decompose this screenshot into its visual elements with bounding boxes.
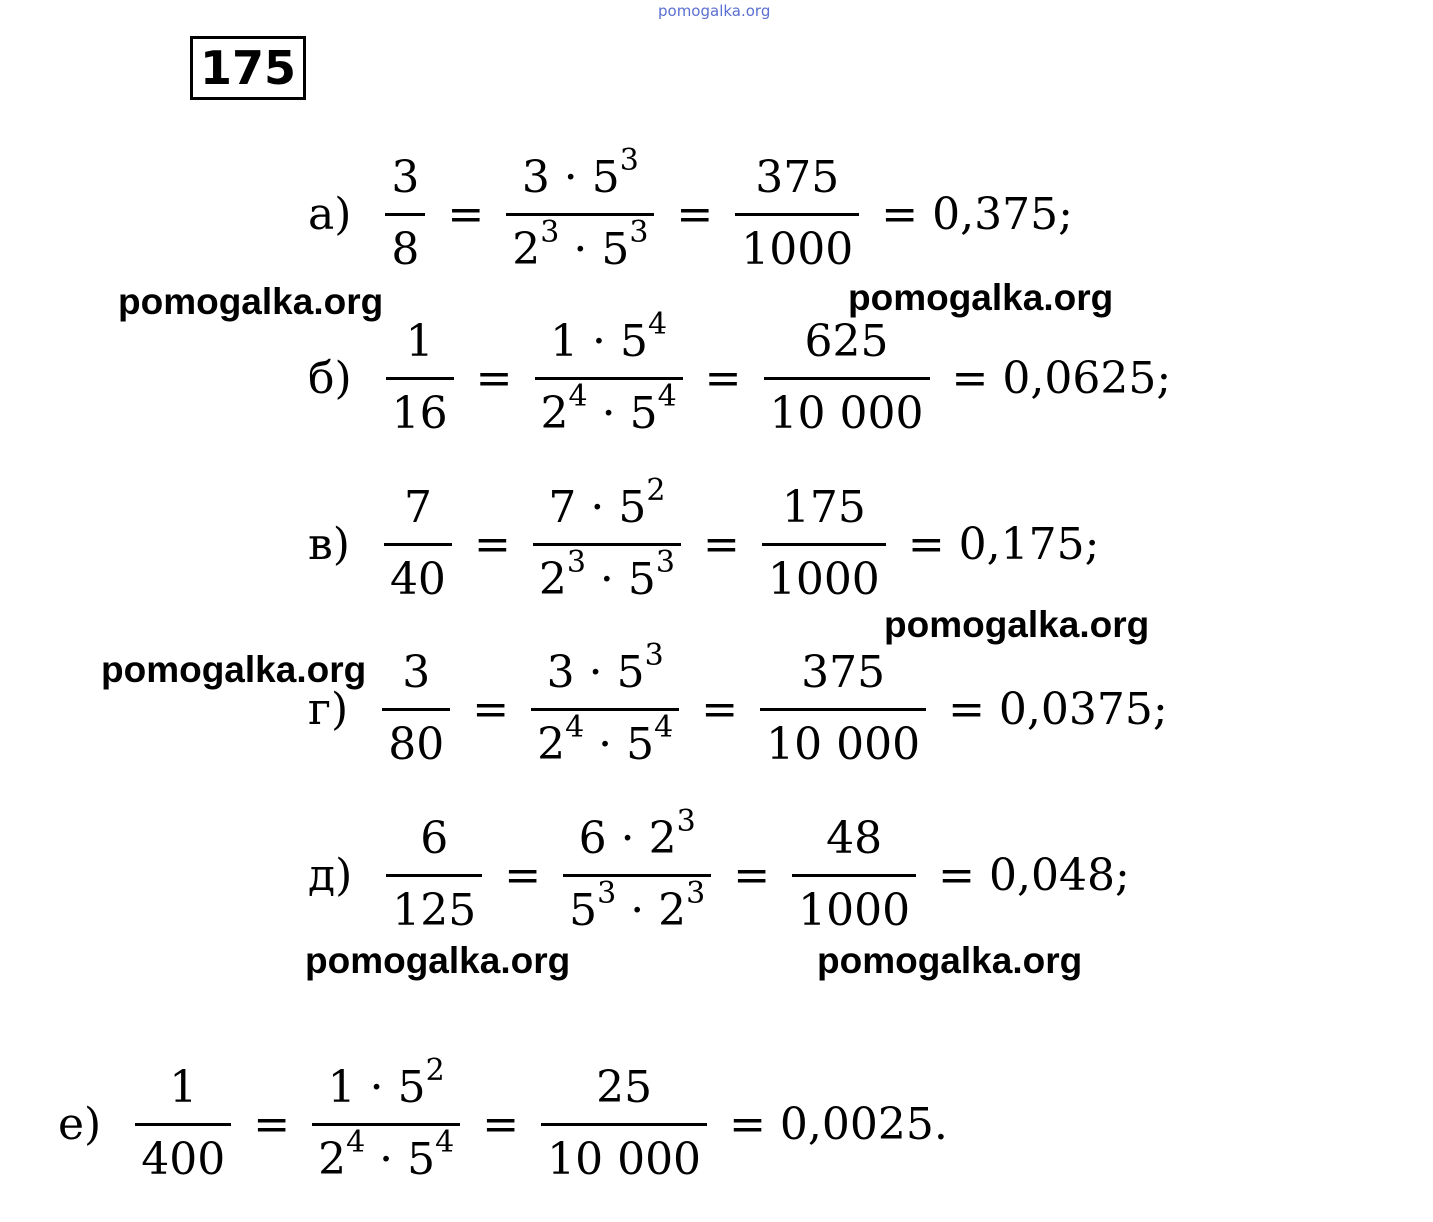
numerator: 3 (391, 152, 420, 203)
denominator: 1000 (798, 884, 911, 936)
item-label: д) (308, 849, 353, 901)
fraction (135, 1062, 231, 1187)
denominator: 1000 (741, 223, 854, 275)
fraction (535, 307, 683, 441)
denominator: 80 (388, 718, 445, 770)
denominator: $2^4 \cdot 5^4$ (318, 1124, 455, 1185)
denominator: 16 (391, 387, 448, 439)
fraction (385, 152, 425, 277)
numerator: 375 (801, 647, 886, 698)
numerator: 1 (169, 1062, 198, 1113)
denominator: $2^4 \cdot 5^4$ (540, 378, 677, 439)
numerator: $3 \cdot 5^3$ (546, 638, 664, 698)
watermark: pomogalka.org (305, 940, 571, 981)
denominator: $5^3 \cdot 2^3$ (569, 875, 706, 936)
problem-number: 175 (190, 36, 306, 100)
result: = 0,175; (907, 518, 1100, 570)
item-label: е) (58, 1098, 102, 1150)
item-label: г) (308, 683, 349, 735)
denominator: 40 (389, 553, 446, 605)
fraction (764, 316, 930, 441)
numerator: 6 (420, 813, 449, 864)
result: = 0,0025. (729, 1098, 948, 1150)
result: = 0,0375; (948, 683, 1168, 735)
numerator: $3 \cdot 5^3$ (521, 143, 639, 203)
numerator: 25 (596, 1062, 653, 1113)
fraction (531, 638, 679, 772)
denominator: 1000 (767, 553, 880, 605)
numerator: 7 (403, 482, 432, 533)
fraction (386, 813, 482, 938)
item-label: б) (308, 352, 352, 404)
fraction (792, 813, 916, 938)
equation-row: в) $\frac{7}{40}$ = $\frac{7 \cdot 5^2}{2^3 \cdot 5^3}$ = $\frac{175}{1000}$ = 0,175; (308, 473, 1100, 605)
equation-row: б) $\frac{1}{16}$ = $\frac{1 \cdot 5^4}{2^4 \cdot 5^4}$ = $\frac{625}{10 000}$ = 0,0625; (308, 307, 1172, 439)
denominator: 10 000 (766, 718, 921, 770)
fraction (312, 1053, 460, 1187)
denominator: $2^3 \cdot 5^3$ (538, 544, 675, 605)
numerator: 375 (755, 152, 840, 203)
numerator: $1 \cdot 5^4$ (550, 307, 668, 367)
top-watermark: pomogalka.org (658, 2, 771, 20)
denominator: 8 (391, 223, 420, 275)
watermark: pomogalka.org (817, 940, 1083, 981)
equation-row: г) $\frac{3}{80}$ = $\frac{3 \cdot 5^3}{2^4 \cdot 5^4}$ = $\frac{375}{10 000}$ = 0,0375; (308, 638, 1168, 770)
fraction (762, 482, 886, 607)
equation-row: д) $\frac{6}{125}$ = $\frac{6 \cdot 2^3}{5^3 \cdot 2^3}$ = $\frac{48}{1000}$ = 0,048; (308, 804, 1130, 936)
denominator: 400 (141, 1133, 226, 1185)
fraction (735, 152, 859, 277)
item-label: а) (308, 188, 352, 240)
fraction (386, 316, 454, 441)
fraction (533, 473, 681, 607)
numerator: 1 (405, 316, 434, 367)
result: = 0,0625; (951, 352, 1172, 404)
fraction (760, 647, 926, 772)
denominator: $2^3 \cdot 5^3$ (512, 214, 649, 275)
watermark: pomogalka.org (118, 281, 384, 322)
fraction (563, 804, 711, 938)
numerator: 175 (781, 482, 866, 533)
fraction (384, 482, 452, 607)
denominator: 10 000 (769, 387, 924, 439)
watermark: pomogalka.org (101, 649, 367, 690)
numerator: $1 \cdot 5^2$ (327, 1053, 445, 1113)
equation-row: е) $\frac{1}{400}$ = $\frac{1 \cdot 5^2}{2^4 \cdot 5^4}$ = $\frac{25}{10 000}$ = 0,0025. (58, 1053, 948, 1185)
denominator: 125 (392, 884, 477, 936)
fraction (506, 143, 654, 277)
numerator: 48 (826, 813, 883, 864)
watermark: pomogalka.org (884, 604, 1150, 645)
numerator: 3 (402, 647, 431, 698)
denominator: $2^4 \cdot 5^4$ (537, 709, 674, 770)
denominator: 10 000 (547, 1133, 702, 1185)
fraction (382, 647, 450, 772)
fraction (541, 1062, 707, 1187)
result: = 0,375; (881, 188, 1073, 240)
watermark: pomogalka.org (848, 277, 1114, 318)
result: = 0,048; (938, 849, 1130, 901)
numerator: $7 \cdot 5^2$ (548, 473, 666, 533)
numerator: $6 \cdot 2^3$ (578, 804, 696, 864)
equation-row: а) $\frac{3}{8}$ = $\frac{3 \cdot 5^3}{2^3 \cdot 5^3}$ = $\frac{375}{1000}$ = 0,375; (308, 143, 1073, 275)
item-label: в) (308, 518, 350, 570)
numerator: 625 (804, 316, 889, 367)
